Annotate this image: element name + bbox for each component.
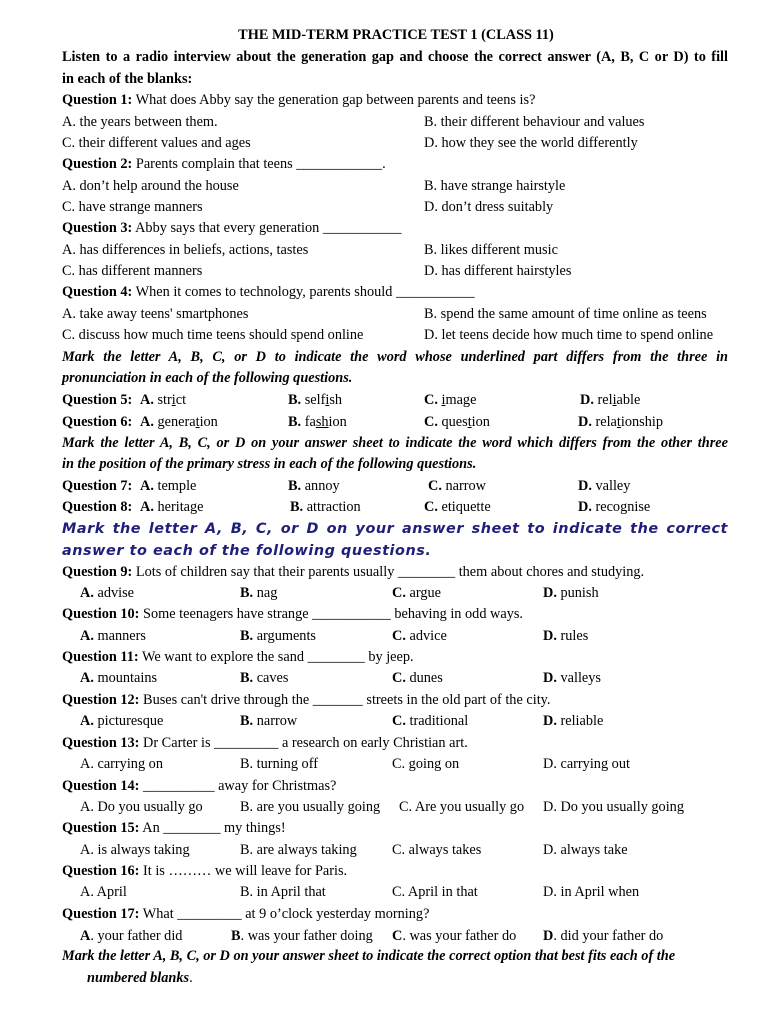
question-stem: Dr Carter is _________ a research on early Christian art. xyxy=(139,735,468,751)
option-c[interactable]: C. have strange manners xyxy=(62,199,203,215)
option-b[interactable]: B. attraction xyxy=(290,499,361,515)
question-4 xyxy=(62,282,728,303)
option-b[interactable]: B. was your father doing xyxy=(231,928,373,944)
option-a[interactable]: A. carrying on xyxy=(80,756,163,772)
question-3 xyxy=(62,218,728,239)
underlined-part: i xyxy=(171,392,176,408)
option-b[interactable]: B. are always taking xyxy=(240,842,357,858)
option-b[interactable]: B. caves xyxy=(240,670,289,686)
question-16 xyxy=(62,861,728,882)
option-d[interactable]: D. how they see the world differently xyxy=(424,135,638,151)
question-label: Question 5: xyxy=(62,392,133,408)
option-a[interactable]: A. strict xyxy=(140,392,187,408)
option-d[interactable]: D. in April when xyxy=(543,884,640,900)
option-b[interactable]: B. selfish xyxy=(288,392,343,408)
question-label: Question 9: xyxy=(62,564,133,580)
option-d[interactable]: D. reliable xyxy=(580,392,641,408)
question-11 xyxy=(62,647,728,668)
option-d[interactable]: D. carrying out xyxy=(543,756,630,772)
question-14-options xyxy=(62,797,728,818)
question-12 xyxy=(62,690,728,711)
question-stem: What _________ at 9 o’clock yesterday morning? xyxy=(139,906,430,922)
section-listening-instruction-line2: in each of the blanks: xyxy=(62,71,193,87)
question-label: Question 10: xyxy=(62,606,140,622)
option-c[interactable]: C. going on xyxy=(392,756,460,772)
underlined-part: t xyxy=(195,414,200,430)
option-a[interactable]: A. advise xyxy=(80,585,135,601)
option-c[interactable]: C. traditional xyxy=(392,713,469,729)
question-9-options xyxy=(62,583,728,604)
option-a[interactable]: A. picturesque xyxy=(80,713,164,729)
question-stem: Buses can't drive through the _______ streets in the old part of the city. xyxy=(139,692,551,708)
question-2 xyxy=(62,154,728,175)
question-15 xyxy=(62,818,728,839)
question-9 xyxy=(62,562,728,583)
question-6 xyxy=(62,412,728,433)
question-10-options xyxy=(62,626,728,647)
question-stem: Parents complain that teens ____________. xyxy=(132,156,386,172)
question-stem: What does Abby say the generation gap between parents and teens is? xyxy=(132,92,536,108)
option-b[interactable]: B. arguments xyxy=(240,628,316,644)
question-label: Question 11: xyxy=(62,649,139,665)
question-stem: An ________ my things! xyxy=(139,820,286,836)
section-pronunciation-instruction-line2: pronunciation in each of the following questions. xyxy=(62,370,353,386)
option-c[interactable]: C. argue xyxy=(392,585,441,601)
option-c[interactable]: C. question xyxy=(424,414,490,430)
option-b[interactable]: B. fashion xyxy=(288,414,347,430)
question-stem: Abby says that every generation ___________ xyxy=(132,220,402,236)
question-3-options-row1 xyxy=(62,240,728,261)
option-d[interactable]: D. don’t dress suitably xyxy=(424,199,554,215)
underlined-part: t xyxy=(467,414,472,430)
question-stem: __________ away for Christmas? xyxy=(139,778,337,794)
option-c[interactable]: C. etiquette xyxy=(424,499,491,515)
question-1-options-row1 xyxy=(62,112,728,133)
question-label: Question 12: xyxy=(62,692,140,708)
option-b[interactable]: B. their different behaviour and values xyxy=(424,114,645,130)
option-a[interactable]: A. the years between them. xyxy=(62,114,218,130)
option-d[interactable]: D. valley xyxy=(578,478,631,494)
option-d[interactable]: D. Do you usually going xyxy=(543,799,684,815)
question-4-options-row2 xyxy=(62,325,728,346)
option-c[interactable]: C. always takes xyxy=(392,842,482,858)
option-a[interactable]: A. Do you usually go xyxy=(80,799,203,815)
underlined-part: t xyxy=(616,414,621,430)
option-b[interactable]: B. narrow xyxy=(240,713,298,729)
option-b[interactable]: B. nag xyxy=(240,585,278,601)
option-a[interactable]: A. is always taking xyxy=(80,842,190,858)
section-cloze-instruction-line2: numbered blanks. xyxy=(87,970,193,986)
question-label: Question 6: xyxy=(62,414,133,430)
section-cloze-instruction-line1: Mark the letter A, B, C, or D on your answer sheet to indicate the correct option that best fits each of the xyxy=(62,948,676,964)
underlined-part: i xyxy=(612,392,617,408)
question-stem: Some teenagers have strange ___________ behaving in odd ways. xyxy=(139,606,523,622)
option-a[interactable]: A. mountains xyxy=(80,670,158,686)
option-c[interactable]: C. advice xyxy=(392,628,447,644)
option-b[interactable]: B. spend the same amount of time online as teens xyxy=(424,306,707,322)
option-c[interactable]: C. discuss how much time teens should spend online xyxy=(62,327,364,343)
option-d[interactable]: D. reliable xyxy=(543,713,604,729)
option-d[interactable]: D. punish xyxy=(543,585,599,601)
option-d[interactable]: D. valleys xyxy=(543,670,601,686)
question-label: Question 13: xyxy=(62,735,140,751)
question-label: Question 8: xyxy=(62,499,133,515)
option-d[interactable]: D. always take xyxy=(543,842,628,858)
underlined-part: i xyxy=(325,392,330,408)
question-3-options-row2 xyxy=(62,261,728,282)
question-14 xyxy=(62,776,728,797)
option-b[interactable]: B. have strange hairstyle xyxy=(424,178,566,194)
question-label: Question 15: xyxy=(62,820,140,836)
option-d[interactable]: D. let teens decide how much time to spend online xyxy=(424,327,714,343)
question-1 xyxy=(62,90,728,111)
option-d[interactable]: D. rules xyxy=(543,628,589,644)
option-b[interactable]: B. annoy xyxy=(288,478,340,494)
question-stem: When it comes to technology, parents should ___________ xyxy=(132,284,475,300)
option-c[interactable]: C. was your father do xyxy=(392,928,517,944)
question-13-options xyxy=(62,754,728,775)
question-8 xyxy=(62,497,728,518)
question-stem: It is ……… we will leave for Paris. xyxy=(139,863,348,879)
question-label: Question 17: xyxy=(62,906,140,922)
option-a[interactable]: A. your father did xyxy=(80,928,183,944)
underlined-part: sh xyxy=(315,414,329,430)
option-b[interactable]: B. in April that xyxy=(240,884,326,900)
question-4-options-row1 xyxy=(62,304,728,325)
question-label: Question 7: xyxy=(62,478,133,494)
question-label: Question 3: xyxy=(62,220,133,236)
option-a[interactable]: A. generation xyxy=(140,414,218,430)
question-13 xyxy=(62,733,728,754)
question-2-options-row1 xyxy=(62,176,728,197)
question-7 xyxy=(62,476,728,497)
question-stem: Lots of children say that their parents usually ________ them about chores and studying. xyxy=(132,564,645,580)
option-d[interactable]: D. did your father do xyxy=(543,928,664,944)
section-pronunciation-instruction-line1: Mark the letter A, B, C, or D to indicate the word whose underlined part differs from the three in xyxy=(62,349,728,365)
option-b[interactable]: B. turning off xyxy=(240,756,318,772)
option-a[interactable]: A. don’t help around the house xyxy=(62,178,239,194)
question-17-options xyxy=(62,926,728,947)
question-11-options xyxy=(62,668,728,689)
option-d[interactable]: D. relationship xyxy=(578,414,663,430)
section-grammar-instruction-line2: answer to each of the following questions. xyxy=(62,543,432,559)
question-label: Question 1: xyxy=(62,92,133,108)
underlined-part: i xyxy=(441,392,446,408)
option-b[interactable]: B. likes different music xyxy=(424,242,558,258)
question-15-options xyxy=(62,840,728,861)
question-label: Question 2: xyxy=(62,156,133,172)
question-12-options xyxy=(62,711,728,732)
section-listening-instruction-line1: Listen to a radio interview about the generation gap and choose the correct answer (A, B, C or D) to fill xyxy=(62,49,728,65)
option-c[interactable]: C. dunes xyxy=(392,670,443,686)
option-c[interactable]: C. narrow xyxy=(428,478,486,494)
question-5 xyxy=(62,390,728,411)
question-stem: We want to explore the sand ________ by jeep. xyxy=(138,649,414,665)
section-grammar-instruction-line1: Mark the letter A, B, C, or D on your answer sheet to indicate the correct xyxy=(62,521,728,537)
section-stress-instruction-line1: Mark the letter A, B, C, or D on your answer sheet to indicate the word which differs from the other three xyxy=(62,435,728,451)
option-a[interactable]: A. manners xyxy=(80,628,146,644)
question-2-options-row2 xyxy=(62,197,728,218)
option-a[interactable]: A. has differences in beliefs, actions, tastes xyxy=(62,242,309,258)
option-d[interactable]: D. recognise xyxy=(578,499,651,515)
page-title: THE MID-TERM PRACTICE TEST 1 (CLASS 11) xyxy=(238,27,554,43)
question-label: Question 16: xyxy=(62,863,140,879)
question-label: Question 14: xyxy=(62,778,140,794)
option-c[interactable]: C. their different values and ages xyxy=(62,135,251,151)
question-16-options xyxy=(62,882,728,903)
section-stress-instruction-line2: in the position of the primary stress in each of the following questions. xyxy=(62,456,477,472)
option-a[interactable]: A. April xyxy=(80,884,127,900)
question-label: Question 4: xyxy=(62,284,133,300)
option-c[interactable]: C. has different manners xyxy=(62,263,203,279)
question-17 xyxy=(62,904,728,925)
question-10 xyxy=(62,604,728,625)
option-a[interactable]: A. temple xyxy=(140,478,197,494)
question-1-options-row2 xyxy=(62,133,728,154)
option-c[interactable]: C. Are you usually go xyxy=(399,799,525,815)
option-a[interactable]: A. take away teens' smartphones xyxy=(62,306,249,322)
option-a[interactable]: A. heritage xyxy=(140,499,204,515)
option-d[interactable]: D. has different hairstyles xyxy=(424,263,572,279)
option-b[interactable]: B. are you usually going xyxy=(240,799,381,815)
option-c[interactable]: C. image xyxy=(424,392,477,408)
option-c[interactable]: C. April in that xyxy=(392,884,478,900)
